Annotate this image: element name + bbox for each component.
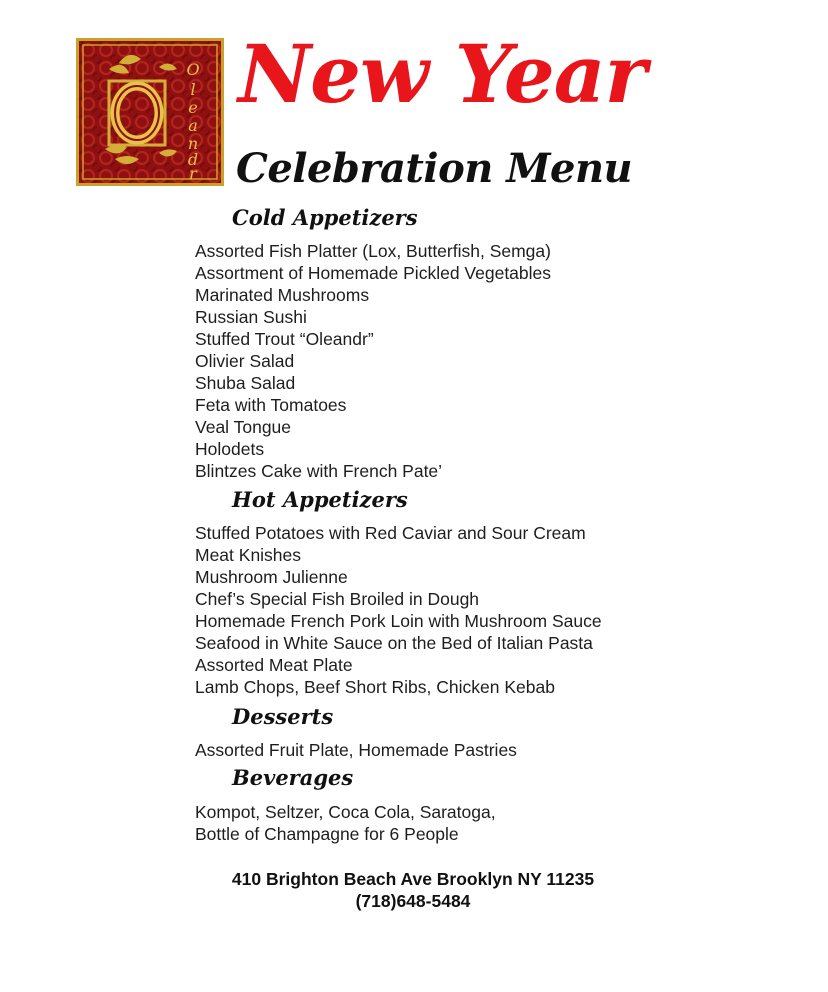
svg-text:a: a [188, 116, 198, 135]
section-heading-hot-appetizers: Hot Appetizers [232, 487, 408, 512]
phone-number: (718)648-5484 [355, 891, 471, 911]
svg-text:O: O [186, 60, 200, 79]
beverages-list [195, 801, 496, 845]
svg-text:d: d [187, 150, 199, 169]
desserts-list [195, 739, 517, 761]
oleandr-logo [76, 38, 224, 186]
page-subtitle: Celebration Menu [236, 145, 633, 192]
svg-text:l: l [190, 80, 196, 99]
list-item: Assorted Fish Platter (Lox, Butterfish, Semga) [195, 241, 551, 261]
list-item: Homemade French Pork Loin with Mushroom Sauce [195, 611, 602, 631]
list-item: Lamb Chops, Beef Short Ribs, Chicken Kebab [195, 677, 555, 697]
list-item: Meat Knishes [195, 545, 302, 565]
address-text: 410 Brighton Beach Ave Brooklyn NY 11235 [231, 869, 595, 889]
list-item: Stuffed Potatoes with Red Caviar and Sour Cream [195, 523, 586, 543]
hot-appetizers-list [195, 522, 602, 698]
section-heading-desserts: Desserts [232, 704, 334, 729]
list-item: Veal Tongue [195, 417, 292, 437]
list-item: Olivier Salad [195, 351, 295, 371]
cold-appetizers-list [195, 240, 551, 482]
list-item: Kompot, Seltzer, Coca Cola, Saratoga, [195, 802, 496, 822]
page-title: New Year [238, 27, 646, 121]
list-item: Marinated Mushrooms [195, 285, 370, 305]
list-item: Seafood in White Sauce on the Bed of Italian Pasta [195, 633, 593, 653]
list-item: Blintzes Cake with French Pate’ [195, 461, 443, 481]
list-item: Mushroom Julienne [195, 567, 348, 587]
svg-text:e: e [188, 98, 198, 117]
section-heading-cold-appetizers: Cold Appetizers [232, 205, 418, 230]
list-item: Feta with Tomatoes [195, 395, 347, 415]
list-item: Assortment of Homemade Pickled Vegetables [195, 263, 552, 283]
list-item: Chef’s Special Fish Broiled in Dough [195, 589, 480, 609]
list-item: Bottle of Champagne for 6 People [195, 824, 459, 844]
list-item: Shuba Salad [195, 373, 296, 393]
logo-emblem-icon [79, 41, 221, 183]
section-heading-beverages: Beverages [232, 765, 354, 790]
list-item: Assorted Meat Plate [195, 655, 353, 675]
list-item: Assorted Fruit Plate, Homemade Pastries [195, 740, 517, 760]
list-item: Russian Sushi [195, 307, 307, 327]
list-item: Stuffed Trout “Oleandr” [195, 329, 374, 349]
svg-text:r: r [189, 164, 197, 183]
svg-text:n: n [187, 134, 199, 153]
contact-block [0, 868, 828, 912]
list-item: Holodets [195, 439, 265, 459]
